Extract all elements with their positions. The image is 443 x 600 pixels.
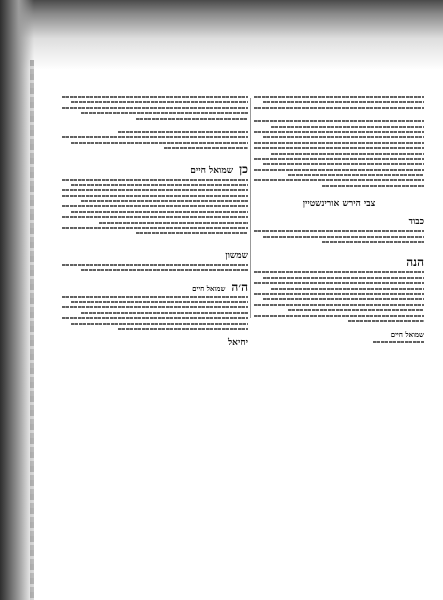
illegible-text-line	[62, 264, 248, 266]
left-heading-hinei	[62, 281, 248, 293]
illegible-text-line	[263, 136, 425, 138]
illegible-text-line	[136, 232, 248, 234]
illegible-text-line	[71, 184, 248, 186]
heading-word-hinei: ה׳ה	[231, 279, 248, 294]
right-heading-shmuel-haim	[254, 331, 424, 338]
paragraph-spacing	[62, 275, 248, 279]
illegible-text-line	[136, 118, 248, 120]
illegible-text-line	[254, 293, 424, 295]
illegible-text-line	[254, 315, 424, 317]
illegible-text-line	[71, 101, 248, 103]
paragraph-spacing	[62, 333, 248, 337]
heading-name: שמואל חיים	[390, 330, 424, 340]
paragraph-spacing	[254, 212, 424, 216]
paragraph-spacing	[254, 190, 424, 198]
illegible-text-line	[62, 296, 248, 298]
illegible-text-line	[254, 179, 424, 181]
illegible-text-line	[373, 341, 424, 343]
illegible-text-line	[62, 107, 248, 109]
paragraph-spacing	[62, 238, 248, 250]
illegible-text-line	[62, 306, 248, 308]
paragraph-spacing	[62, 123, 248, 131]
heading-word-kan: כן	[239, 161, 248, 176]
illegible-text-line	[254, 282, 424, 284]
illegible-text-line	[263, 101, 425, 103]
illegible-text-line	[254, 169, 424, 171]
illegible-text-line	[288, 174, 424, 176]
illegible-text-line	[254, 120, 424, 122]
illegible-text-line	[81, 269, 248, 271]
left-heading-shimshon	[62, 252, 248, 261]
illegible-text-line	[254, 147, 424, 149]
illegible-text-line	[254, 304, 424, 306]
illegible-text-line	[263, 277, 425, 279]
paragraph-spacing	[254, 112, 424, 120]
illegible-text-line	[81, 200, 248, 202]
illegible-text-line	[62, 195, 248, 197]
right-column	[254, 96, 424, 347]
heading-name: שמשון	[225, 250, 248, 261]
illegible-text-line	[271, 288, 424, 290]
illegible-text-line	[62, 189, 248, 191]
illegible-text-line	[254, 271, 424, 273]
illegible-text-line	[322, 185, 424, 187]
illegible-text-line	[62, 227, 248, 229]
illegible-text-line	[271, 126, 424, 128]
scan-tear-line	[30, 60, 34, 600]
illegible-text-line	[254, 230, 424, 232]
illegible-text-line	[62, 205, 248, 207]
illegible-text-line	[164, 147, 248, 149]
right-heading-tzvi-hirsch	[254, 200, 424, 209]
illegible-text-line	[254, 131, 424, 133]
left-heading-yehiel	[62, 339, 248, 348]
illegible-text-line	[254, 96, 424, 98]
paragraph-spacing	[62, 153, 248, 161]
heading-word-kavod: כבוד	[408, 217, 424, 228]
right-heading-kavod	[254, 218, 424, 227]
paragraph-spacing	[254, 246, 424, 254]
heading-name: שמואל חיים	[192, 283, 226, 293]
illegible-text-line	[62, 317, 248, 319]
scan-torn-left-edge	[0, 0, 34, 600]
illegible-text-line	[71, 323, 248, 325]
illegible-text-line	[62, 136, 248, 138]
illegible-text-line	[62, 179, 248, 181]
paragraph-spacing	[254, 325, 424, 329]
heading-word-hinei: הנה	[406, 255, 424, 270]
right-heading-hinei	[254, 256, 424, 268]
heading-name: יחיאל	[227, 338, 248, 349]
illegible-text-line	[322, 241, 424, 243]
illegible-text-line	[254, 107, 424, 109]
illegible-text-line	[81, 112, 248, 114]
illegible-text-line	[263, 163, 425, 165]
illegible-text-line	[118, 328, 248, 330]
illegible-text-line	[71, 301, 248, 303]
illegible-text-line	[254, 158, 424, 160]
illegible-text-line	[81, 312, 248, 314]
illegible-text-line	[62, 216, 248, 218]
left-column	[62, 96, 248, 351]
illegible-text-line	[348, 320, 425, 322]
illegible-text-line	[118, 131, 248, 133]
column-divider	[250, 98, 251, 318]
heading-name: שמואל חיים	[190, 165, 234, 176]
illegible-text-line	[71, 211, 248, 213]
illegible-text-line	[288, 309, 424, 311]
heading-name: צבי הירש אורינשטיין	[302, 199, 376, 210]
scan-torn-top-edge	[0, 0, 443, 70]
illegible-text-line	[254, 142, 424, 144]
left-heading-shmuel-haim	[62, 163, 248, 176]
illegible-text-line	[71, 142, 248, 144]
illegible-text-line	[271, 153, 424, 155]
illegible-text-line	[99, 222, 248, 224]
illegible-text-line	[263, 236, 425, 238]
illegible-text-line	[263, 298, 425, 300]
illegible-text-line	[62, 96, 248, 98]
